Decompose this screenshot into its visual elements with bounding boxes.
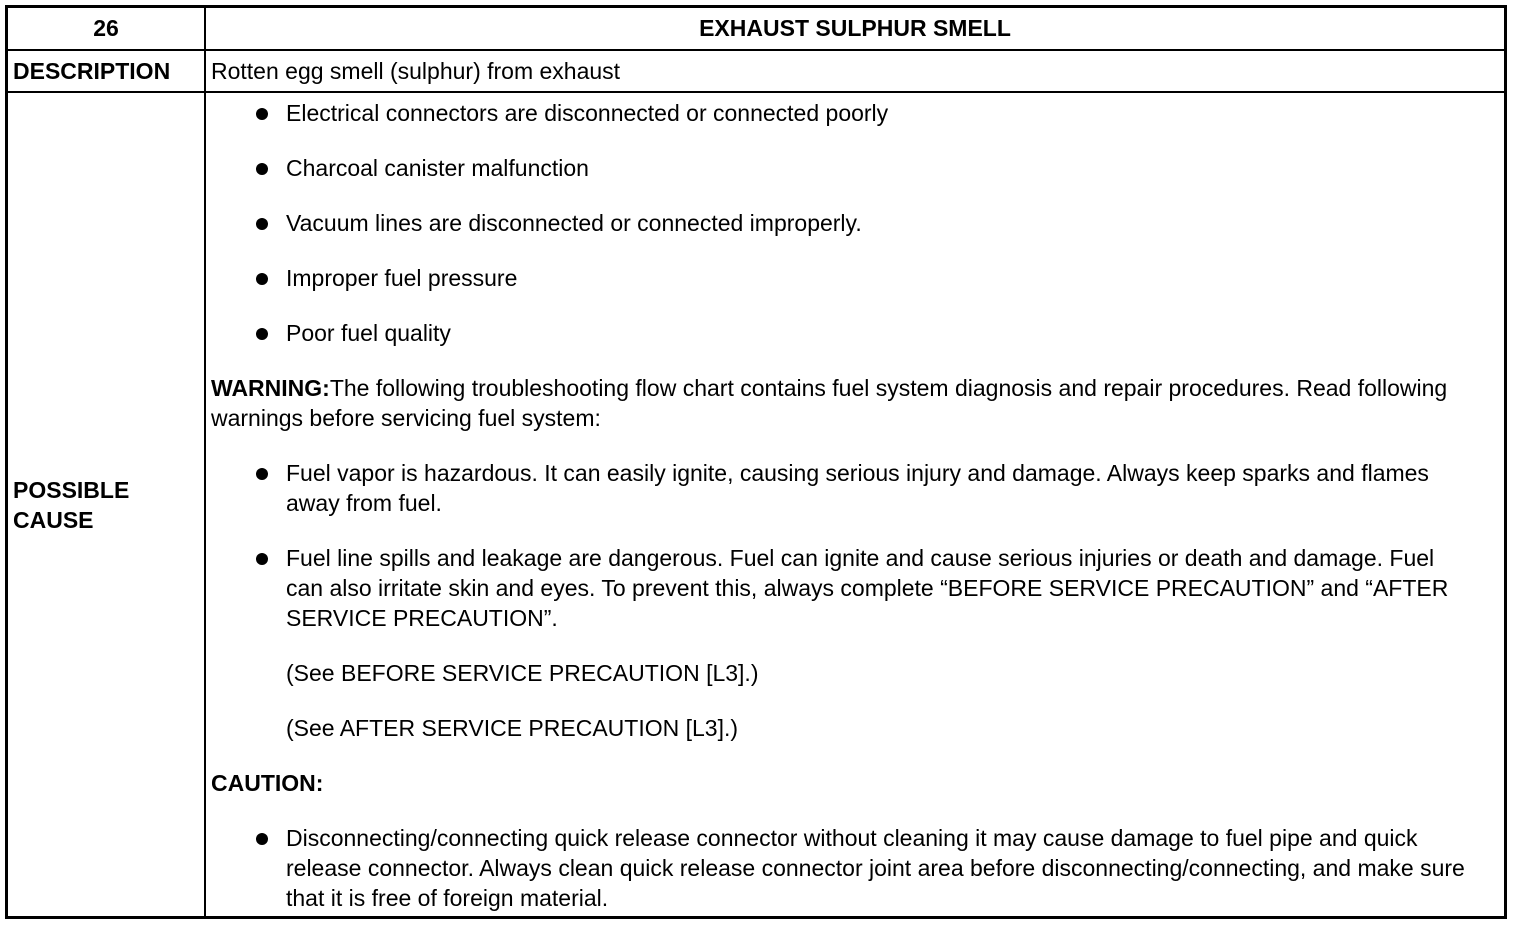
cause-list-item	[211, 318, 1474, 348]
cause-list-item	[211, 98, 1474, 128]
header-number-cell	[8, 8, 206, 49]
description-text: Rotten egg smell (sulphur) from exhaust	[211, 57, 621, 84]
caution-label: CAUTION:	[211, 770, 324, 796]
description-label-cell	[8, 51, 206, 91]
warning-text: The following troubleshooting flow chart contains fuel system diagnosis and repair procedures. Read following warnings before servicing fuel system:	[211, 375, 1448, 431]
bullet-icon	[256, 328, 268, 340]
warning-label: WARNING:	[211, 375, 330, 401]
cause-text: Charcoal canister malfunction	[286, 155, 589, 181]
troubleshooting-table	[5, 5, 1507, 919]
see-after-reference: (See AFTER SERVICE PRECAUTION [L3].)	[286, 715, 739, 741]
symptom-number: 26	[93, 15, 119, 41]
caution-item-text: Disconnecting/connecting quick release connector without cleaning it may cause damage to fuel pipe and quick release connector. Always clean quick release connector joint area before disconnecting/connecting, and make sure that it is free of foreign material.	[286, 825, 1465, 911]
bullet-icon	[256, 833, 268, 845]
cause-text: Poor fuel quality	[286, 320, 451, 346]
bullet-icon	[256, 108, 268, 120]
possible-cause-content-cell	[206, 93, 1504, 916]
possible-cause-label	[8, 93, 204, 916]
cause-text: Electrical connectors are disconnected or connected poorly	[286, 100, 889, 126]
possible-cause-label-line1: POSSIBLE	[13, 476, 130, 503]
warning-list-item	[211, 458, 1474, 518]
header-title-cell	[206, 8, 1504, 49]
description-row	[8, 51, 1504, 93]
bullet-icon	[256, 553, 268, 565]
bullet-icon	[256, 468, 268, 480]
bullet-icon	[256, 218, 268, 230]
cause-list-item	[211, 263, 1474, 293]
cause-list-item	[211, 208, 1474, 238]
possible-cause-label-line2: CAUSE	[13, 506, 94, 533]
bullet-icon	[256, 163, 268, 175]
header-row	[8, 8, 1504, 51]
warning-item-text: Fuel vapor is hazardous. It can easily ignite, causing serious injury and damage. Always keep sparks and flames away from fuel.	[286, 460, 1429, 516]
bullet-icon	[256, 273, 268, 285]
possible-cause-label-cell	[8, 93, 206, 916]
see-before-reference: (See BEFORE SERVICE PRECAUTION [L3].)	[286, 660, 759, 686]
description-label: DESCRIPTION	[13, 58, 171, 84]
possible-cause-content	[211, 93, 1474, 913]
cause-text: Vacuum lines are disconnected or connected improperly.	[286, 210, 862, 236]
warning-item-text: Fuel line spills and leakage are dangerous. Fuel can ignite and cause serious injuries or death and damage. Fuel can also irritate skin and eyes. To prevent this, always complete “BEFORE SERVICE PRECAUTION” and “AFTER SERVICE PRECAUTION”.	[286, 545, 1449, 631]
cause-text: Improper fuel pressure	[286, 265, 518, 291]
warning-paragraph	[211, 373, 1474, 433]
warning-list-item	[211, 543, 1474, 633]
symptom-title: EXHAUST SULPHUR SMELL	[699, 15, 1011, 41]
description-text-cell	[206, 51, 1504, 91]
caution-list-item	[211, 823, 1474, 913]
cause-list-item	[211, 153, 1474, 183]
possible-cause-row	[8, 93, 1504, 916]
